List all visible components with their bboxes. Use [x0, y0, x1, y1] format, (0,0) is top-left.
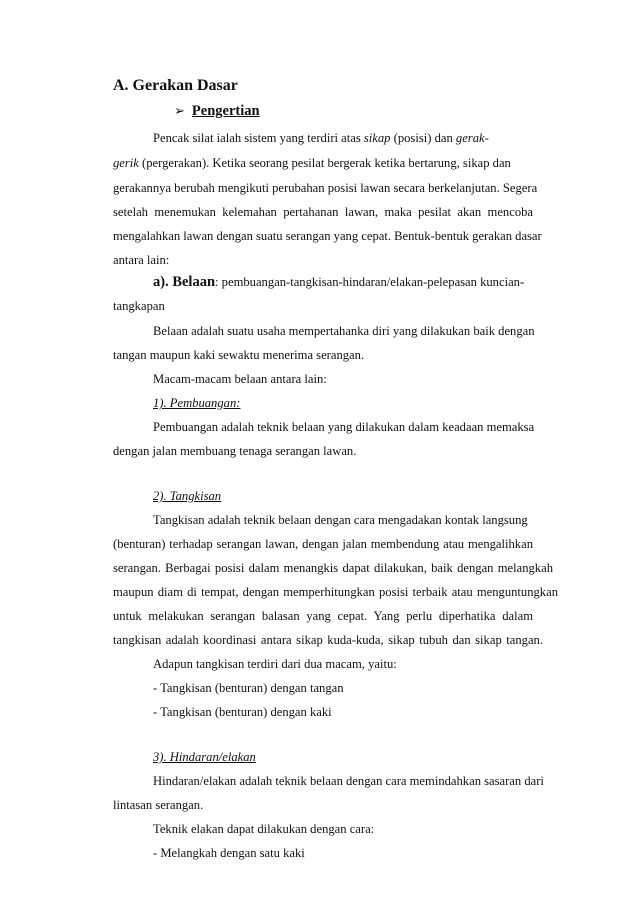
belaan-para-2: tangan maupun kaki sewaktu menerima serangan.	[113, 348, 365, 362]
pengertian-heading	[174, 103, 474, 119]
intro-line-6: antara lain:	[113, 253, 170, 267]
tangkisan-line-5: untuk melakukan serangan balasan yang cepat. Yang perlu diperhatika dalam	[113, 609, 533, 623]
belaan-cont: tangkapan	[113, 299, 165, 313]
tangkisan-line-2: (benturan) terhadap serangan lawan, dengan jalan membendung atau mengalihkan	[113, 537, 533, 551]
intro-text: Pencak silat ialah sistem yang terdiri atas	[153, 131, 364, 145]
belaan-heading	[153, 273, 533, 291]
belaan-para-3: Macam-macam belaan antara lain:	[153, 372, 327, 386]
tangkisan-line-1: Tangkisan adalah teknik belaan dengan cara mengadakan kontak langsung	[153, 513, 528, 527]
intro-italic-sikap: sikap	[363, 131, 391, 145]
arrow-bullet-icon: ➢	[174, 103, 185, 118]
intro-text: (posisi) dan	[390, 131, 456, 145]
belaan-para-1: Belaan adalah suatu usaha mempertahanka diri yang dilakukan baik dengan	[153, 324, 535, 338]
section-heading: A. Gerakan Dasar	[113, 77, 238, 94]
intro-line-2	[113, 155, 518, 171]
hindaran-line-3: Teknik elakan dapat dilakukan dengan cara:	[153, 822, 375, 836]
tangkisan-list-item-1: - Tangkisan (benturan) dengan tangan	[153, 681, 344, 695]
tangkisan-title: 2). Tangkisan	[153, 489, 222, 503]
intro-italic-gerik: gerik	[113, 156, 139, 170]
intro-line-1	[153, 130, 508, 146]
intro-line-3: gerakannya berubah mengikuti perubahan posisi lawan secara berkelanjutan. Segera	[113, 181, 538, 195]
tangkisan-line-7: Adapun tangkisan terdiri dari dua macam, yaitu:	[153, 657, 397, 671]
hindaran-title: 3). Hindaran/elakan	[153, 750, 256, 764]
tangkisan-list-item-2: - Tangkisan (benturan) dengan kaki	[153, 705, 332, 719]
intro-line-5: mengalahkan lawan dengan suatu serangan yang cepat. Bentuk-bentuk gerakan dasar	[113, 229, 542, 243]
hindaran-line-1: Hindaran/elakan adalah teknik belaan dengan cara memindahkan sasaran dari	[153, 774, 544, 788]
pengertian-label: Pengertian	[191, 103, 260, 119]
belaan-subtitle: : pembuangan-tangkisan-hindaran/elakan-pelepasan kuncian-	[215, 275, 525, 289]
tangkisan-line-6: tangkisan adalah koordinasi antara sikap kuda-kuda, sikap tubuh dan sikap tangan.	[113, 633, 543, 647]
pembuangan-line-2: dengan jalan membuang tenaga serangan lawan.	[113, 444, 357, 458]
intro-line-4: setelah menemukan kelemahan pertahanan lawan, maka pesilat akan mencoba	[113, 205, 533, 219]
hindaran-list-item-1: - Melangkah dengan satu kaki	[153, 846, 305, 860]
pembuangan-line-1: Pembuangan adalah teknik belaan yang dilakukan dalam keadaan memaksa	[153, 420, 535, 434]
intro-italic-gerak: gerak-	[455, 131, 489, 145]
tangkisan-line-3: serangan. Berbagai posisi dalam menangkis dapat dilakukan, baik dengan melangkah	[113, 561, 553, 575]
hindaran-line-2: lintasan serangan.	[113, 798, 204, 812]
tangkisan-line-4: maupun diam di tempat, dengan memperhitungkan posisi terbaik atau menguntungkan	[113, 585, 558, 599]
belaan-title: a). Belaan	[153, 274, 216, 290]
pembuangan-title: 1). Pembuangan:	[153, 396, 241, 410]
intro-text: (pergerakan). Ketika seorang pesilat bergerak ketika bertarung, sikap dan	[138, 156, 511, 170]
